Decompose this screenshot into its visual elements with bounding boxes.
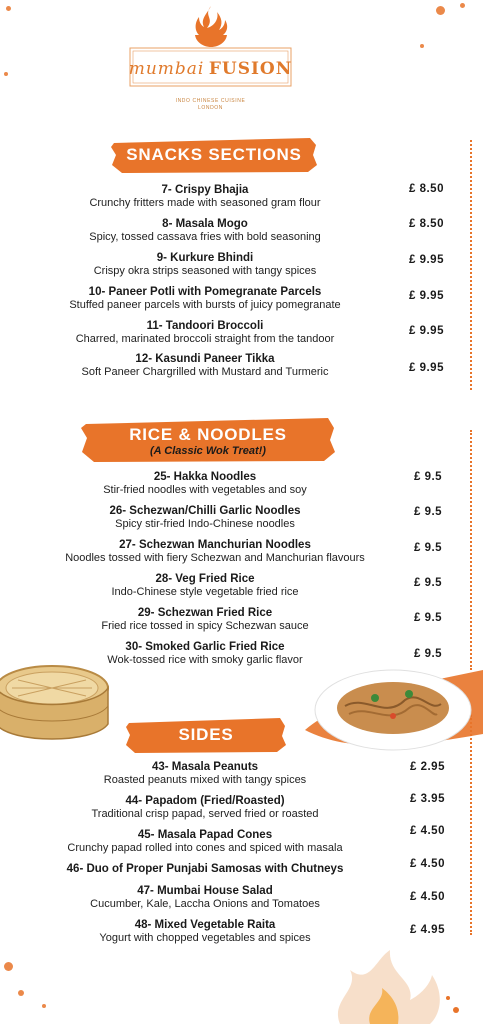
item-description: Cucumber, Kale, Laccha Onions and Tomatoes xyxy=(90,898,320,910)
item-name: 45- Masala Papad Cones xyxy=(137,829,273,841)
brand-tagline: INDO CHINESE CUISINE xyxy=(175,98,246,104)
menu-item xyxy=(30,795,380,821)
section-banner-rice-noodles xyxy=(80,414,336,464)
item-price: £ 4.50 xyxy=(410,891,445,903)
brand-city: LONDON xyxy=(198,105,223,111)
bamboo-steamer-image xyxy=(0,652,112,752)
section-banner-snacks xyxy=(110,135,318,175)
paint-splatter xyxy=(4,962,13,971)
section-title: RICE & NOODLES xyxy=(129,425,287,444)
item-price: £ 8.50 xyxy=(409,218,444,230)
item-description: Stuffed paneer parcels with bursts of juicy pomegranate xyxy=(69,299,341,311)
section-title: SIDES xyxy=(178,725,234,744)
item-price: £ 4.95 xyxy=(410,924,445,936)
item-price: £ 2.95 xyxy=(410,761,445,773)
dotted-divider xyxy=(470,430,472,670)
section-title: SNACKS SECTIONS xyxy=(126,145,302,164)
item-name: 7- Crispy Bhajia xyxy=(161,184,249,196)
menu-item xyxy=(20,471,390,497)
item-name: 25- Hakka Noodles xyxy=(153,471,257,483)
item-price: £ 4.50 xyxy=(410,858,445,870)
item-description: Yogurt with chopped vegetables and spices xyxy=(99,932,311,944)
item-description: Soft Paneer Chargrilled with Mustard and Turmeric xyxy=(81,366,329,378)
paint-splatter xyxy=(436,6,445,15)
item-description: Stir-fried noodles with vegetables and soy xyxy=(103,484,307,496)
item-name: 29- Schezwan Fried Rice xyxy=(137,607,273,619)
menu-item xyxy=(30,320,380,346)
item-price: £ 8.50 xyxy=(409,183,444,195)
item-name: 9- Kurkure Bhindi xyxy=(156,252,254,264)
menu-item xyxy=(30,829,380,855)
menu-item xyxy=(30,863,380,876)
item-price: £ 9.5 xyxy=(414,577,443,589)
item-price: £ 9.5 xyxy=(414,612,443,624)
menu-item xyxy=(20,573,390,599)
section-subtitle: (A Classic Wok Treat!) xyxy=(150,445,266,457)
brand-name-right: FUSION xyxy=(208,59,293,79)
menu-item xyxy=(30,353,380,379)
menu-item xyxy=(30,885,380,911)
item-name: 44- Papadom (Fried/Roasted) xyxy=(125,795,285,807)
paint-splatter xyxy=(4,72,8,76)
item-description: Charred, marinated broccoli straight from the tandoor xyxy=(75,333,335,345)
menu-item xyxy=(30,286,380,312)
item-name: 10- Paneer Potli with Pomegranate Parcels xyxy=(88,286,322,298)
item-name: 47- Mumbai House Salad xyxy=(137,885,273,897)
menu-item xyxy=(30,252,380,278)
paint-splatter xyxy=(42,1004,46,1008)
flame-decoration xyxy=(320,940,470,1024)
item-price: £ 9.95 xyxy=(409,325,444,337)
item-name: 43- Masala Peanuts xyxy=(151,761,259,773)
item-price: £ 9.5 xyxy=(414,648,443,660)
menu-item xyxy=(30,218,380,244)
item-name: 12- Kasundi Paneer Tikka xyxy=(135,353,275,365)
section-banner-sides xyxy=(125,715,287,755)
menu-item xyxy=(20,607,390,633)
item-description: Fried rice tossed in spicy Schezwan sauce xyxy=(101,620,309,632)
item-name: 27- Schezwan Manchurian Noodles xyxy=(119,539,311,551)
paint-splatter xyxy=(420,44,424,48)
item-name: 26- Schezwan/Chilli Garlic Noodles xyxy=(109,505,301,517)
menu-item xyxy=(30,184,380,210)
menu-item xyxy=(30,761,380,787)
item-price: £ 9.5 xyxy=(414,506,443,518)
menu-item xyxy=(20,505,390,531)
restaurant-logo xyxy=(128,4,293,114)
item-description: Wok-tossed rice with smoky garlic flavor xyxy=(107,654,303,666)
item-description: Spicy stir-fried Indo-Chinese noodles xyxy=(115,518,295,530)
item-price: £ 9.5 xyxy=(414,542,443,554)
item-price: £ 9.95 xyxy=(409,290,444,302)
item-description: Noodles tossed with fiery Schezwan and Manchurian flavours xyxy=(65,552,365,564)
item-description: Traditional crisp papad, served fried or roasted xyxy=(91,808,319,820)
item-name: 11- Tandoori Broccoli xyxy=(146,320,264,332)
menu-item xyxy=(20,539,410,565)
item-price: £ 9.95 xyxy=(409,362,444,374)
item-price: £ 9.95 xyxy=(409,254,444,266)
item-description: Crispy okra strips seasoned with tangy spices xyxy=(93,265,317,277)
item-name: 46- Duo of Proper Punjabi Samosas with Chutneys xyxy=(66,863,344,875)
item-description: Spicy, tossed cassava fries with bold seasoning xyxy=(89,231,321,243)
item-price: £ 4.50 xyxy=(410,825,445,837)
paint-splatter xyxy=(6,6,11,11)
item-name: 30- Smoked Garlic Fried Rice xyxy=(125,641,285,653)
item-name: 28- Veg Fried Rice xyxy=(155,573,255,585)
brand-name-left: mumbai xyxy=(128,59,205,79)
item-name: 8- Masala Mogo xyxy=(162,218,248,230)
paint-splatter xyxy=(460,3,465,8)
noodle-plate-image xyxy=(305,664,483,762)
dotted-divider xyxy=(470,140,472,390)
item-description: Roasted peanuts mixed with tangy spices xyxy=(103,774,307,786)
item-description: Crunchy papad rolled into cones and spiced with masala xyxy=(67,842,343,854)
item-price: £ 9.5 xyxy=(414,471,443,483)
item-description: Indo-Chinese style vegetable fried rice xyxy=(111,586,299,598)
paint-splatter xyxy=(18,990,24,996)
item-price: £ 3.95 xyxy=(410,793,445,805)
item-description: Crunchy fritters made with seasoned gram flour xyxy=(89,197,321,209)
item-name: 48- Mixed Vegetable Raita xyxy=(134,919,276,931)
